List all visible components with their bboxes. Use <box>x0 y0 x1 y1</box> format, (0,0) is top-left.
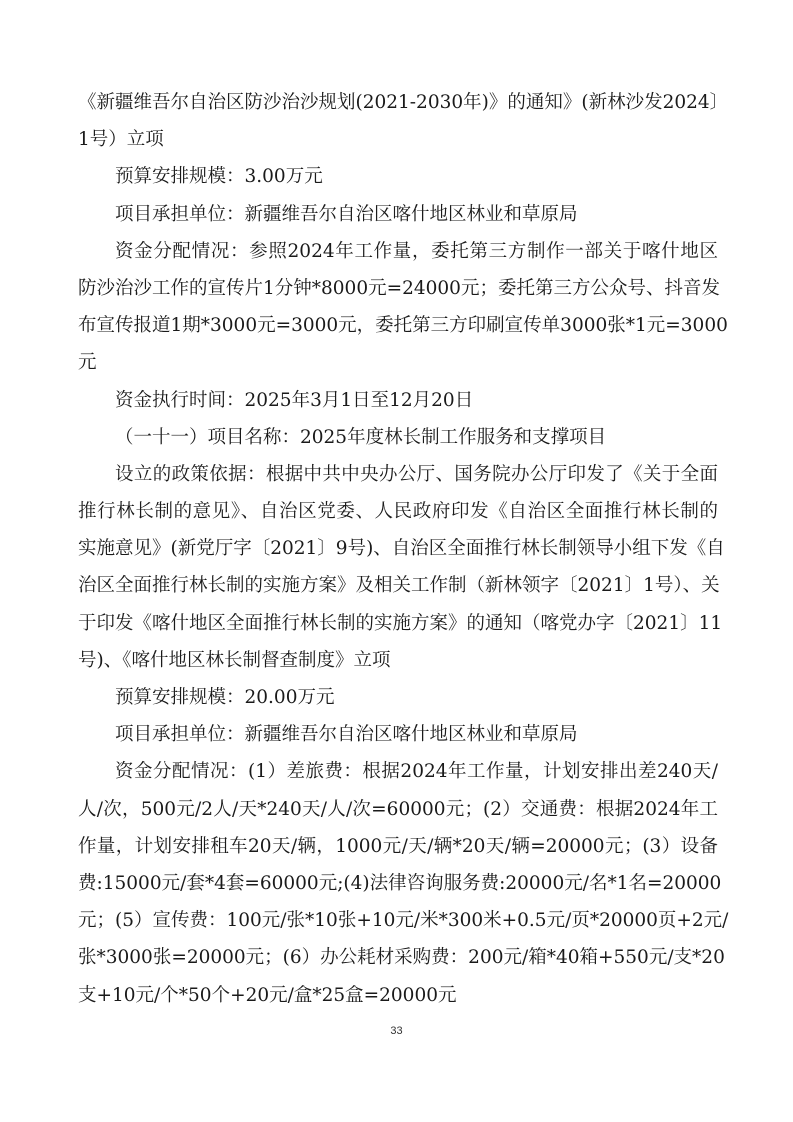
text-line: 预算安排规模：20.00万元 <box>115 687 335 708</box>
text-line: 于印发《喀什地区全面推行林长制的实施方案》的通知（喀党办字〔2021〕11 <box>78 612 723 634</box>
text-line: 项目承担单位：新疆维吾尔自治区喀什地区林业和草原局 <box>115 203 578 225</box>
text-line: 防沙治沙工作的宣传片1分钟*8000元=24000元；委托第三方公众号、抖音发 <box>78 277 720 299</box>
text-line: 预算安排规模：3.00万元 <box>115 166 323 188</box>
text-line: 1号）立项 <box>78 129 164 151</box>
text-line: 项目承担单位：新疆维吾尔自治区喀什地区林业和草原局 <box>115 724 578 746</box>
text-line: 费:15000元/套*4套=60000元;(4)法律咨询服务费:20000元/名*1名=20000 <box>78 872 722 894</box>
text-line: 支+10元/个*50个+20元/盒*25盒=20000元 <box>78 984 457 1006</box>
text-line: 推行林长制的意见》、自治区党委、人民政府印发《自治区全面推行林长制的 <box>78 501 718 523</box>
text-line: 张*3000张=20000元；(6）办公耗材采购费：200元/箱*40箱+550元/支*20 <box>78 947 725 969</box>
text-line: 布宣传报道1期*3000元=3000元，委托第三方印刷宣传单3000张*1元=3000 <box>78 315 728 337</box>
page-number: 33 <box>390 1025 403 1037</box>
text-line: 元 <box>78 352 97 374</box>
text-line: 实施意见》(新党厅字〔2021〕9号)、自治区全面推行林长制领导小组下发《自 <box>78 538 725 560</box>
text-line: 设立的政策依据：根据中共中央办公厅、国务院办公厅印发了《关于全面 <box>115 463 718 485</box>
text-line: 号)、《喀什地区林长制督查制度》立项 <box>78 649 391 671</box>
text-line: 资金执行时间：2025年3月1日至12月20日 <box>115 389 474 411</box>
text-line: 资金分配情况：参照2024年工作量，委托第三方制作一部关于喀什地区 <box>115 240 718 262</box>
text-line: 元；(5）宣传费：100元/张*10张+10元/米*300米+0.5元/页*20000页+2元/ <box>78 910 729 932</box>
document-body <box>78 84 729 1014</box>
section-heading: （一十一）项目名称：2025年度林长制工作服务和支撑项目 <box>115 426 607 448</box>
text-line: 治区全面推行林长制的实施方案》及相关工作制（新林领字〔2021〕1号）、关 <box>78 575 720 597</box>
text-line: 作量，计划安排租车20天/辆，1000元/天/辆*20天/辆=20000元；(3）设备 <box>78 835 718 857</box>
text-line: 人/次，500元/2人/天*240天/人/次=60000元；(2）交通费：根据2024年工 <box>78 798 718 820</box>
text-line: 《新疆维吾尔自治区防沙治沙规划(2021-2030年)》的通知》(新林沙发2024〕 <box>78 92 729 113</box>
text-line: 资金分配情况：(1）差旅费：根据2024年工作量，计划安排出差240天/ <box>115 761 718 783</box>
